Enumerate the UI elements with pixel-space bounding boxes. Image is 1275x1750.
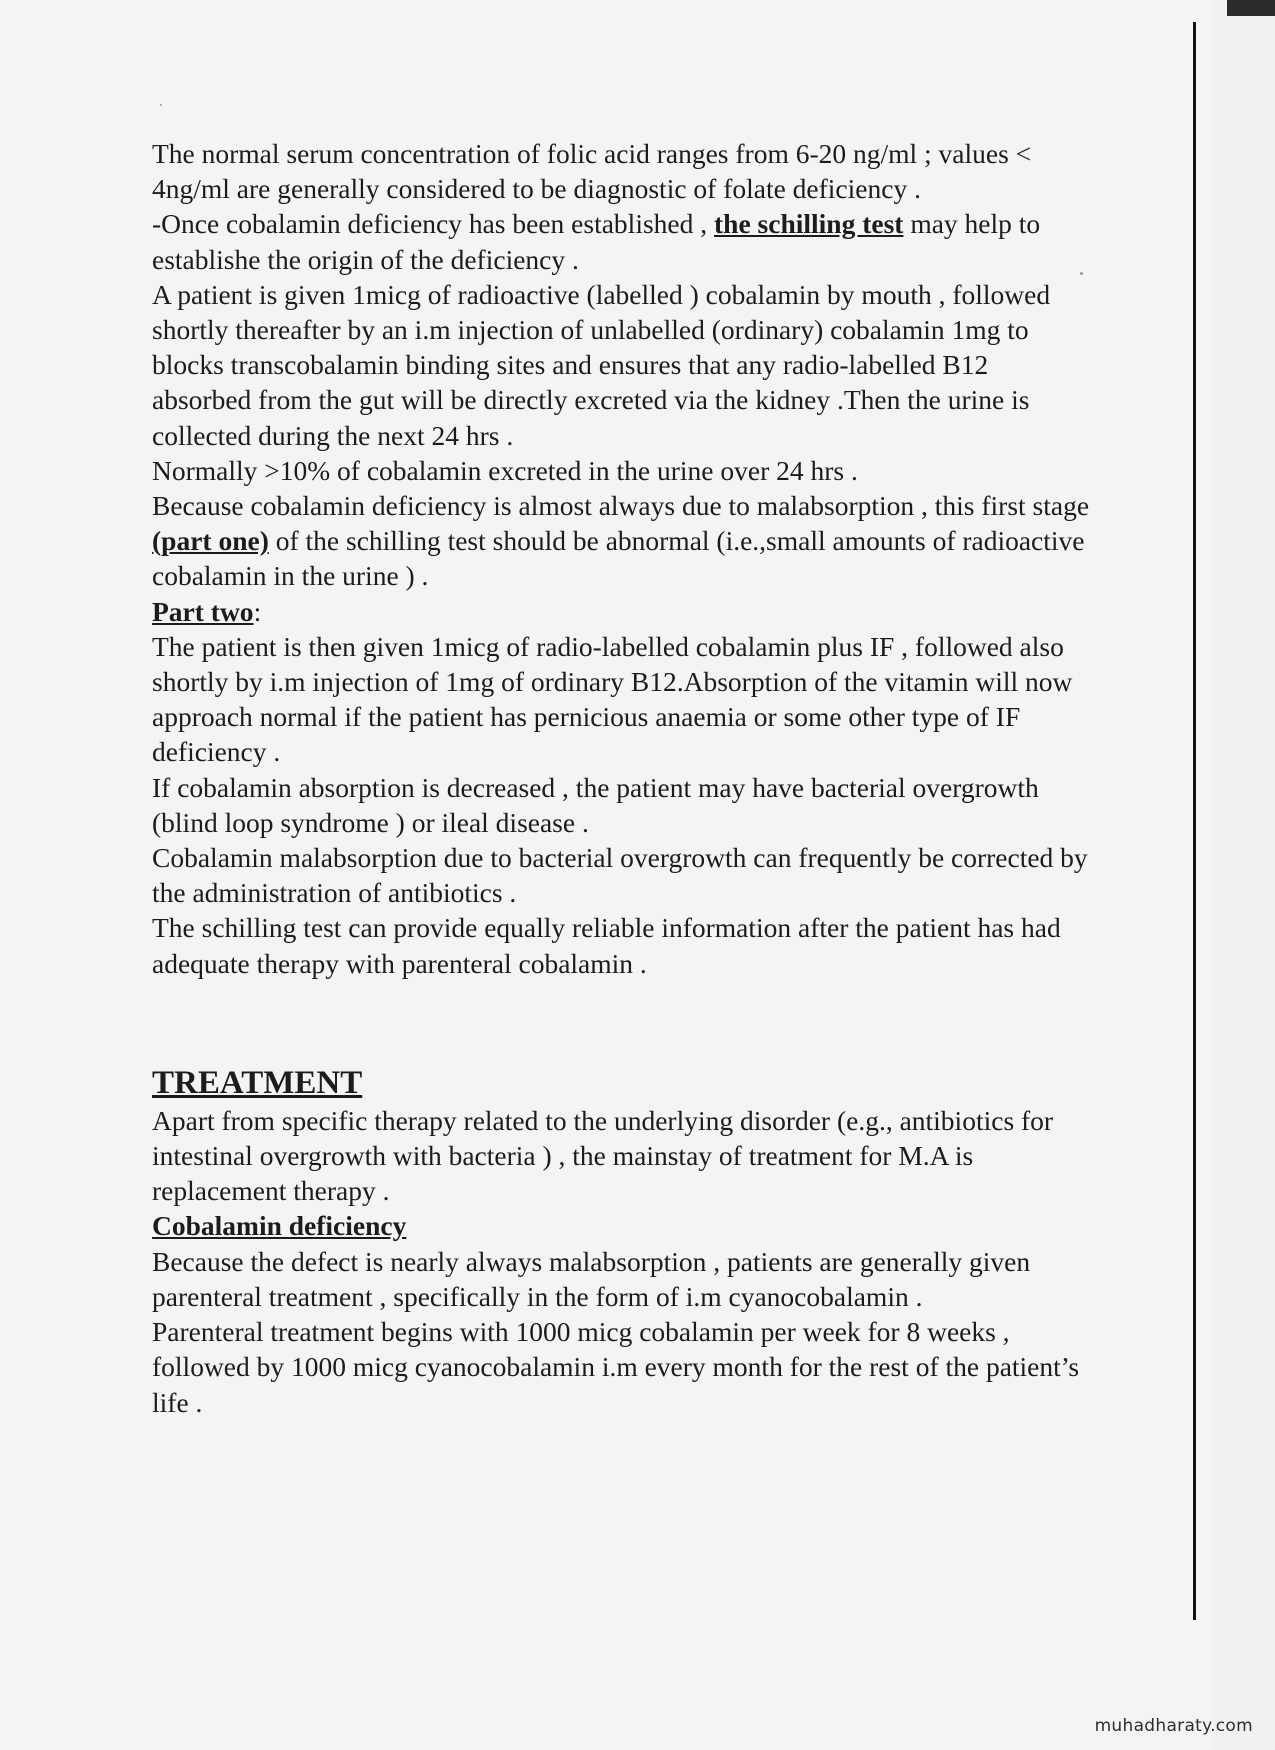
schilling-intro-post: may help to establishe the origin of the deficiency . <box>152 208 1041 275</box>
part-one-because-pre: Because cobalamin deficiency is almost always due to malabsorption , this first stage <box>152 490 1090 522</box>
part-two-procedure: The patient is then given 1micg of radio-labelled cobalamin plus IF , followed also shortly by i.m injection of 1mg of ordinary B12.Absorption of the vitamin will now approach normal if the patient has pernicious anaemia or some other type of IF deficiency . <box>152 630 1073 768</box>
part-two-heading-line <box>152 594 1092 629</box>
schilling-test-term: the schilling test <box>714 208 904 240</box>
part-one-because-post: of the schilling test should be abnormal (i.e.,small amounts of radioactive cobalamin in the urine ) . <box>152 525 1085 592</box>
cobalamin-deficiency-paragraph-1: Because the defect is nearly always malabsorption , patients are generally given parenteral treatment , specifically in the form of i.m cyanocobalamin . <box>152 1245 1031 1312</box>
part-two-decreased: If cobalamin absorption is decreased , the patient may have bacterial overgrowth (blind loop syndrome ) or ileal disease . <box>152 771 1039 838</box>
treatment-heading: TREATMENT <box>152 1064 363 1101</box>
section-spacer <box>152 981 1092 1063</box>
part-two-antibiotics: Cobalamin malabsorption due to bacterial overgrowth can frequently be corrected by the administration of antibiotics . <box>152 842 1088 909</box>
scan-edge <box>1213 0 1275 1750</box>
folic-acid-paragraph: The normal serum concentration of folic acid ranges from 6-20 ng/ml ; values < 4ng/ml are generally considered to be diagnostic of folate deficiency . <box>152 138 1032 205</box>
scan-corner-shadow <box>1227 0 1275 16</box>
cobalamin-deficiency-paragraph-2: Parenteral treatment begins with 1000 micg cobalamin per week for 8 weeks , followed by 1000 micg cyanocobalamin i.m every month for the rest of the patient’s life . <box>152 1316 1080 1418</box>
part-two-colon: : <box>253 595 262 627</box>
cobalamin-deficiency-heading: Cobalamin deficiency <box>152 1210 407 1242</box>
document-body <box>152 136 1092 1420</box>
treatment-paragraph: Apart from specific therapy related to the underlying disorder (e.g., antibiotics for intestinal overgrowth with bacteria ) , the mainstay of treatment for M.A is replacement therapy . <box>152 1104 1054 1207</box>
part-two-reliable: The schilling test can provide equally reliable information after the patient has had adequate therapy with parenteral cobalamin . <box>152 912 1061 979</box>
part-one-normal: Normally >10% of cobalamin excreted in the urine over 24 hrs . <box>152 454 858 486</box>
part-one-term: (part one) <box>152 525 269 557</box>
schilling-intro-paragraph <box>152 206 1092 276</box>
cobalamin-deficiency-heading-line <box>152 1208 1092 1243</box>
schilling-intro-pre: -Once cobalamin deficiency has been established , <box>152 208 714 240</box>
scan-speck <box>160 104 162 106</box>
margin-rule <box>1193 22 1196 1620</box>
part-one-procedure: A patient is given 1micg of radioactive (labelled ) cobalamin by mouth , followed shortly thereafter by an i.m injection of unlabelled (ordinary) cobalamin 1mg to blocks transcobalamin binding sites and ensures that any radio-labelled B12 absorbed from the gut will be directly excreted via the kidney .Then the urine is collected during the next 24 hrs . <box>152 278 1051 451</box>
part-one-because <box>152 488 1092 594</box>
part-two-heading: Part two <box>152 595 254 627</box>
site-watermark: muhadharaty.com <box>1094 1716 1253 1736</box>
